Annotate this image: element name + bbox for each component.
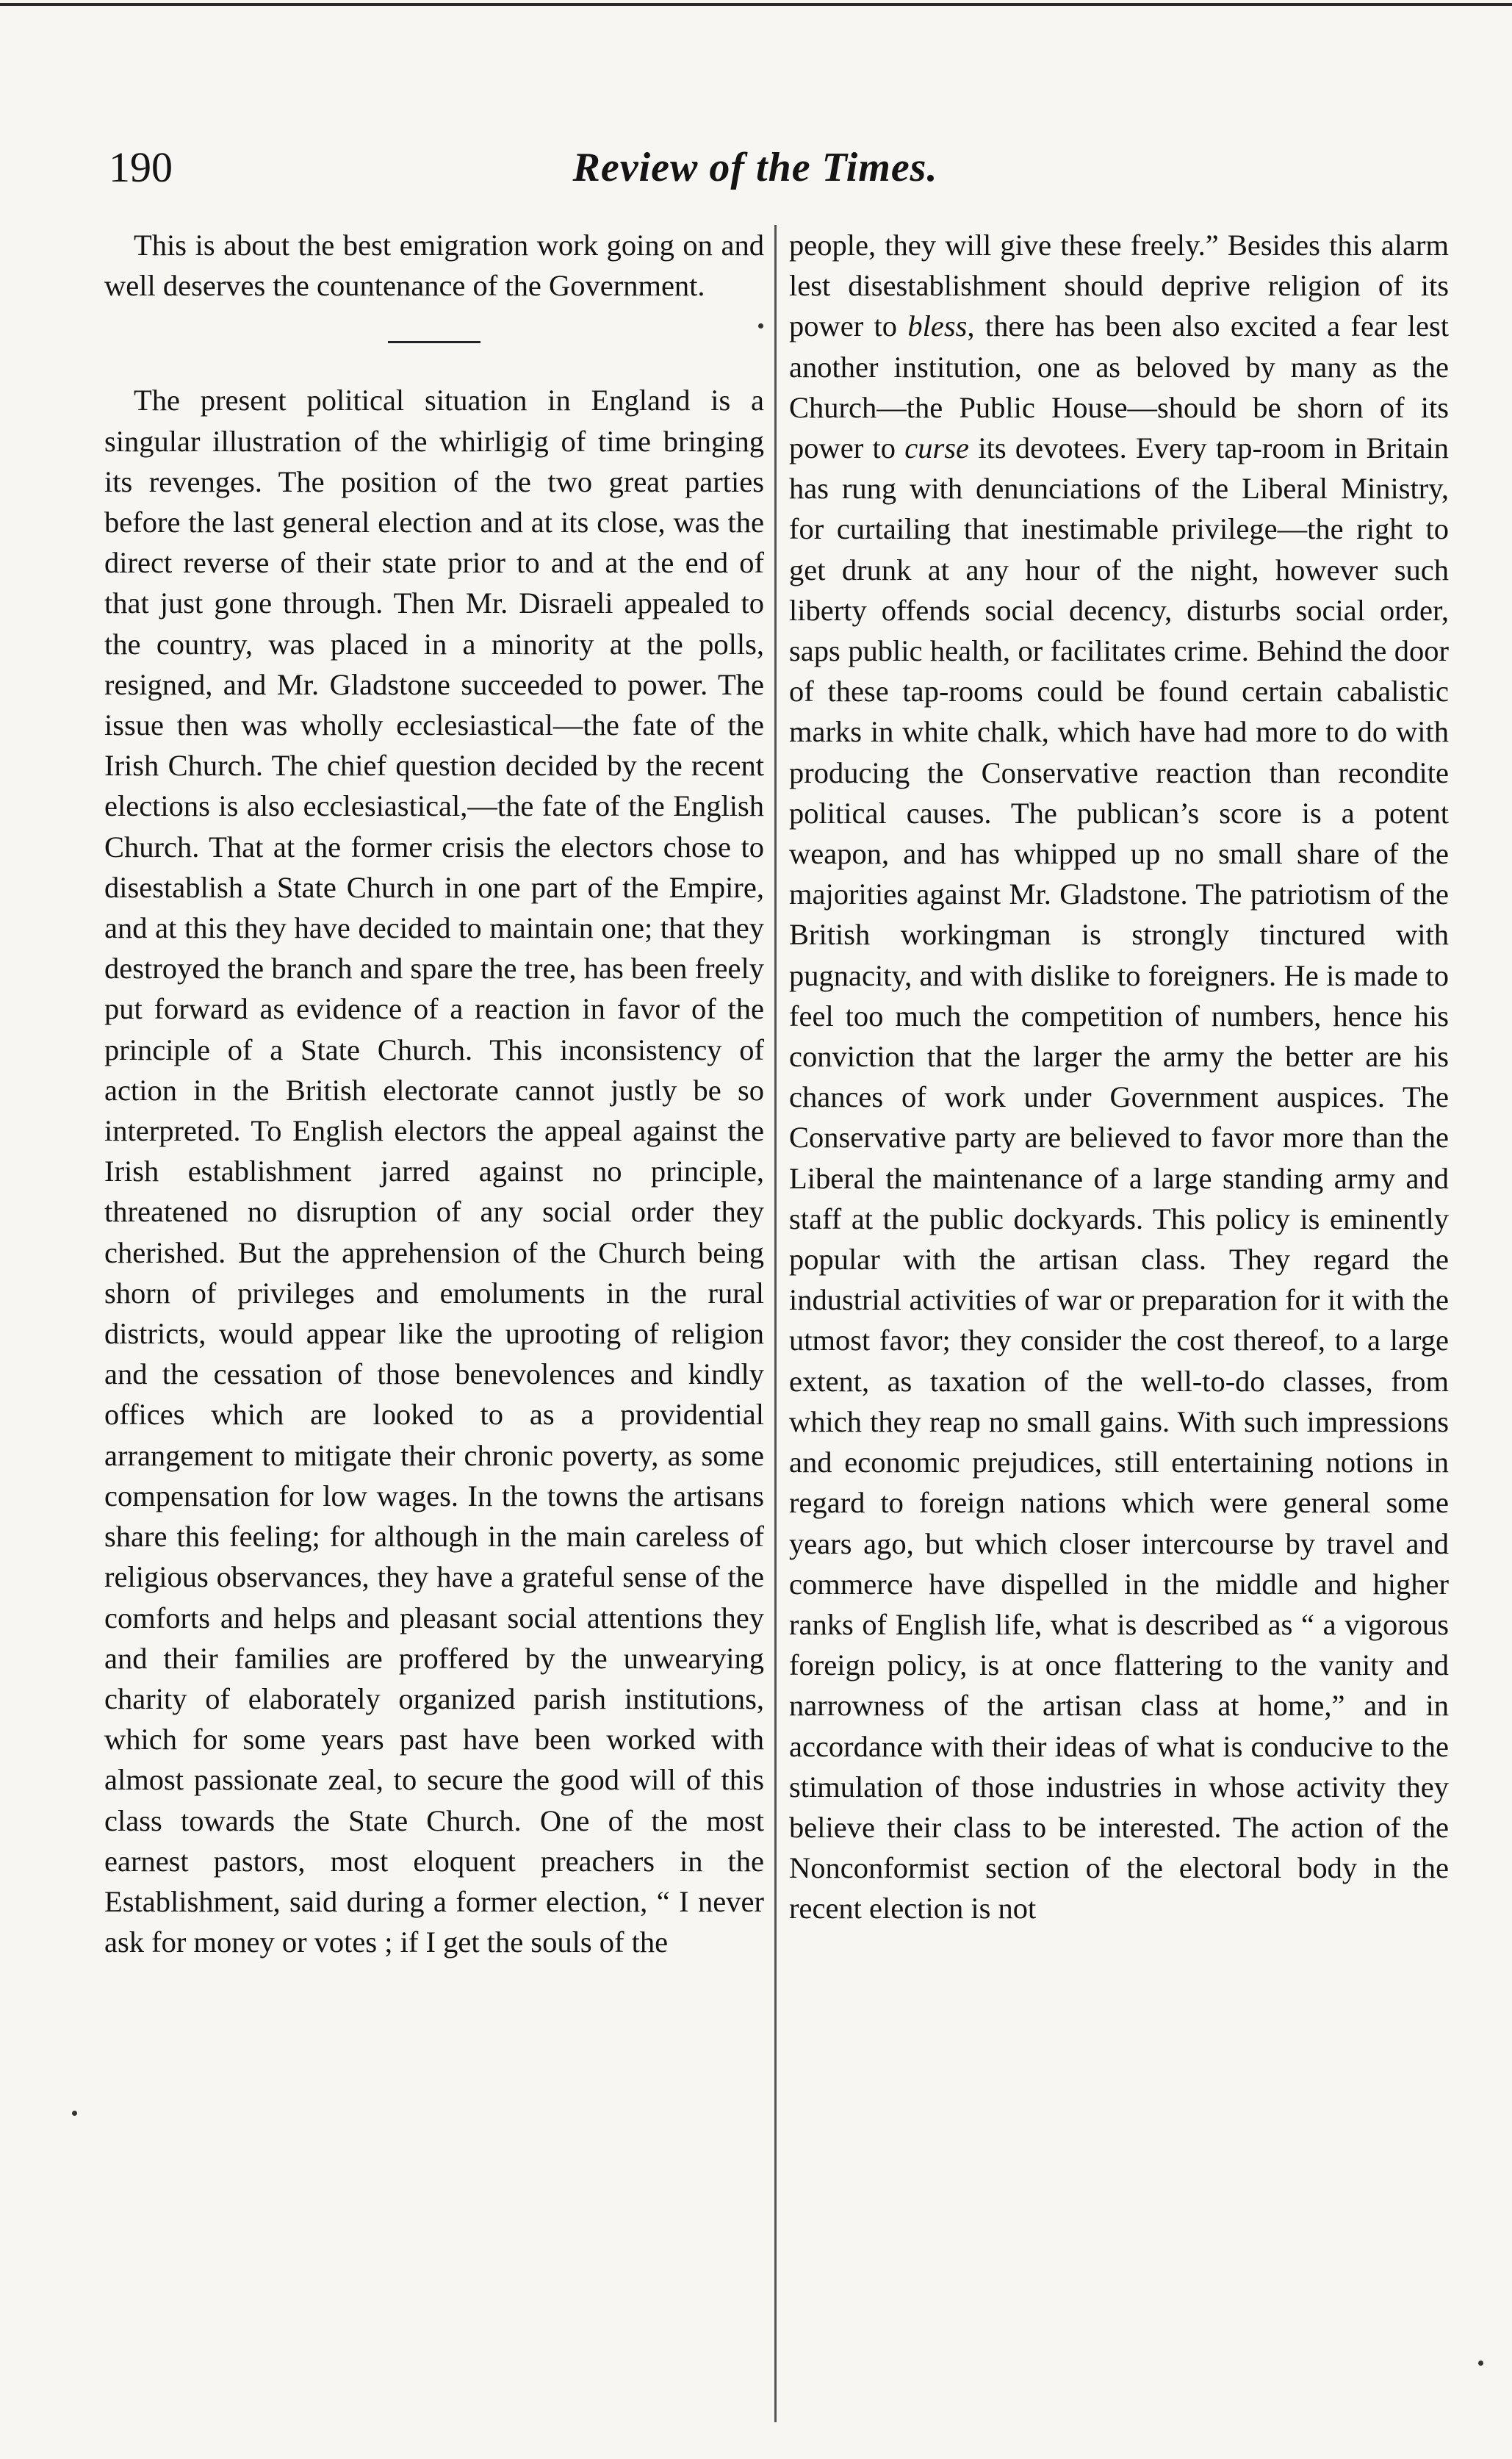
running-title: Review of the Times.	[572, 145, 938, 190]
top-border-rule	[0, 3, 1512, 6]
right-column	[789, 225, 1449, 2422]
page-number: 190	[109, 143, 173, 191]
paragraph-continued	[789, 225, 1449, 1929]
text-segment: , there has been also excited a fear lest another institution, one as beloved by many as the Church—the Public House—should be shorn of its power to	[789, 309, 1449, 465]
paragraph-political-situation: The present political situation in England is a singular illustration of the whirligig of time bringing its revenges. The position of the two great parties before the last general election and at its close, was the direct reverse of their state prior to and at the end of that just gone through. Then Mr. Disraeli appealed to the country, was placed in a minority at the polls, resigned, and Mr. Gladstone succeeded to power. The issue then was wholly ecclesiastical—the fate of the Irish Church. The chief question decided by the recent elections is also ecclesiastical,—the fate of the English Church. That at the former crisis the electors chose to disestablish a State Church in one part of the Empire, and at this they have decided to maintain one; that they destroyed the branch and spare the tree, has been freely put forward as evidence of a reaction in favor of the principle of a State Church. This inconsistency of action in the British electorate cannot justly be so interpreted. To English electors the appeal against the Irish establishment jarred against no principle, threatened no disruption of any social order they cherished. But the apprehension of the Church being shorn of privileges and emoluments in the rural districts, would appear like the uprooting of religion and the cessation of those benevolences and kindly offices which are looked to as a providential arrangement to mitigate their chronic poverty, as some compensation for low wages. In the towns the artisans share this feeling; for although in the main careless of religious observances, they have a grateful sense of the comforts and helps and pleasant social attentions they and their families are proffered by the unwearying charity of elaborately organized parish institutions, which for some years past have been worked with almost passionate zeal, to secure the good will of this class towards the State Church. One of the most earnest pastors, most eloquent preachers in the Establishment, said during a former election, “ I never ask for money or votes ; if I get the souls of the	[104, 384, 764, 1959]
italic-word-curse: curse	[904, 431, 970, 465]
print-speck	[1478, 2361, 1483, 2366]
section-divider-rule	[388, 341, 480, 343]
text-segment: people, they will give these freely.” Besides this alarm lest disestablishment should deprive religion of its power to	[789, 229, 1449, 343]
text-segment: its devotees. Every tap-room in Britain has rung with denunciations of the Liberal Ministry, for curtailing that inestimable privilege—the right to get drunk at any hour of the night, however such liberty offends social decency, disturbs social order, saps public health, or facilitates crime. Behind the door of these tap-rooms could be found certain cabalistic marks in white chalk, which have had more to do with producing the Conservative reaction than recondite political causes. The publican’s score is a potent weapon, and has whipped up no small share of the majorities against Mr. Gladstone. The patriotism of the British workingman is strongly tinctured with pugnacity, and with dislike to foreigners. He is made to feel too much the competition of numbers, hence his conviction that the larger the army the better are his chances of work under Government auspices. The Conservative party are believed to favor more than the Liberal the maintenance of a large standing army and staff at the public dockyards. This policy is eminently popular with the artisan class. They regard the industrial activities of war or preparation for it with the utmost favor; they consider the cost thereof, to a large extent, as taxation of the well-to-do classes, from which they reap no small gains. With such impressions and economic prejudices, still entertaining notions in regard to foreign nations which were general some years ago, but which closer intercourse by travel and commerce have dispelled in the middle and higher ranks of English life, what is described as “ a vigorous foreign policy, is at once flattering to the vanity and narrowness of the artisan class at home,” and in accordance with their ideas of what is conducive to the stimulation of those industries in whose activity they believe their class to be interested. The action of the Nonconformist section of the electoral body in the recent election is not	[789, 431, 1449, 1925]
left-column	[104, 225, 764, 2422]
running-head	[109, 138, 1402, 197]
print-speck	[72, 2111, 77, 2116]
print-speck	[758, 323, 763, 329]
paragraph-emigration: This is about the best emigration work going on and well deserves the countenance of the Government.	[104, 229, 764, 303]
column-divider-rule	[774, 225, 777, 2422]
italic-word-bless: bless	[907, 309, 968, 343]
